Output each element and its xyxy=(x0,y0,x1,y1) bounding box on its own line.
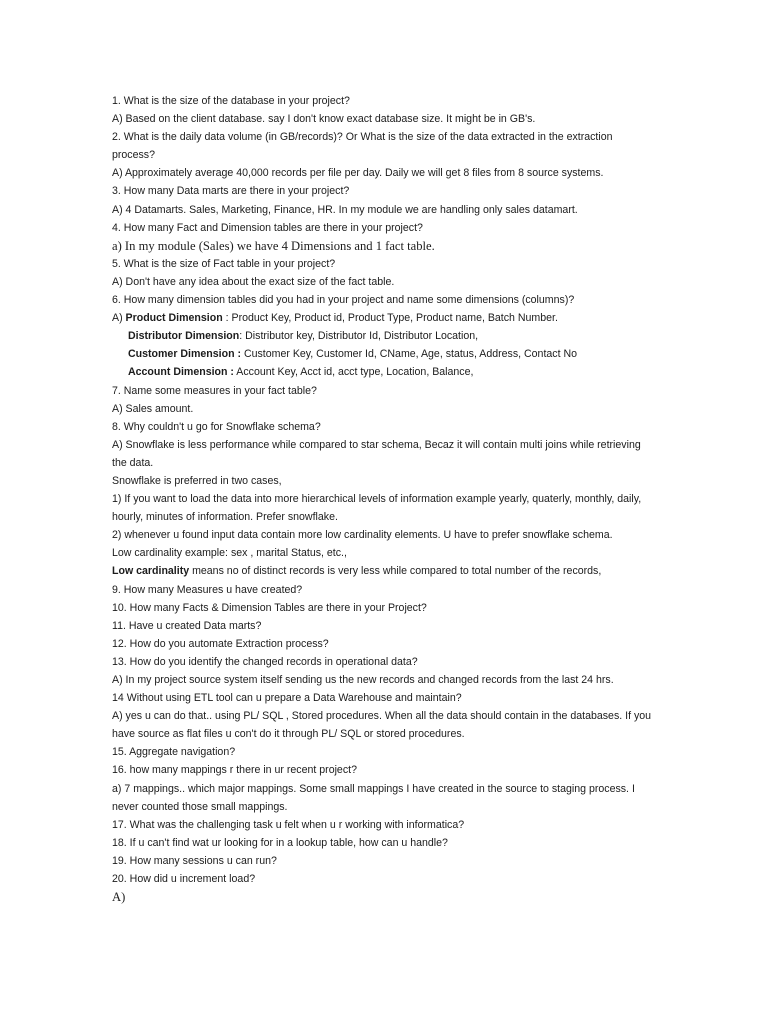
line-text: 6. How many dimension tables did you had in your project and name some dimensions (columns)? xyxy=(112,294,575,307)
line-text: 12. How do you automate Extraction process? xyxy=(112,637,329,650)
line-text: 4. How many Fact and Dimension tables are there in your project? xyxy=(112,221,423,234)
line-text: : Product Key, Product id, Product Type, Product name, Batch Number. xyxy=(222,312,558,325)
text-line xyxy=(112,164,657,182)
line-text: A) yes u can do that.. using PL/ SQL , Stored procedures. When all the data should contain in the databases. If you have source as flat files u con't do it through PL/ SQL or stored procedures. xyxy=(112,710,652,741)
line-prefix: A) xyxy=(112,312,126,325)
text-line xyxy=(112,255,657,273)
line-text: 11. Have u created Data marts? xyxy=(112,619,262,632)
text-line xyxy=(112,291,657,309)
bold-term: Account Dimension : xyxy=(128,366,234,379)
line-text: 13. How do you identify the changed records in operational data? xyxy=(112,655,418,668)
line-text: a) 7 mappings.. which major mappings. Some small mappings I have created in the source to staging process. I never counted those small mappings. xyxy=(112,782,635,813)
text-line xyxy=(112,219,657,237)
text-line xyxy=(112,852,657,870)
line-text: 7. Name some measures in your fact table? xyxy=(112,384,317,397)
line-text: A) Based on the client database. say I don't know exact database size. It might be in GB's. xyxy=(112,113,536,126)
text-line xyxy=(112,743,657,761)
line-text: A) Snowflake is less performance while compared to star schema, Becaz it will contain multi joins while retrieving the data. xyxy=(112,438,641,469)
line-text: Snowflake is preferred in two cases, xyxy=(112,474,282,487)
text-line xyxy=(112,363,657,381)
line-text: 9. How many Measures u have created? xyxy=(112,583,303,596)
text-line xyxy=(112,617,657,635)
line-text: 3. How many Data marts are there in your project? xyxy=(112,185,350,198)
line-text: a) In my module (Sales) we have 4 Dimensions and 1 fact table. xyxy=(112,238,435,253)
text-line xyxy=(112,689,657,707)
text-line xyxy=(112,653,657,671)
text-line xyxy=(112,888,657,906)
line-text: Low cardinality example: sex , marital Status, etc., xyxy=(112,547,347,560)
text-line xyxy=(112,418,657,436)
text-line xyxy=(112,128,657,164)
bold-term: Distributor Dimension xyxy=(128,330,240,343)
line-text: 10. How many Facts & Dimension Tables are there in your Project? xyxy=(112,601,427,614)
line-text: 8. Why couldn't u go for Snowflake schema? xyxy=(112,420,321,433)
line-text: A) 4 Datamarts. Sales, Marketing, Finance, HR. In my module we are handling only sales datamart. xyxy=(112,203,578,216)
text-line xyxy=(112,382,657,400)
line-text: A) In my project source system itself sending us the new records and changed records from the last 24 hrs. xyxy=(112,674,614,686)
text-line xyxy=(112,472,657,490)
text-line xyxy=(112,834,657,852)
text-line xyxy=(112,436,657,472)
text-line xyxy=(112,110,657,128)
line-text: Account Key, Acct id, acct type, Location, Balance, xyxy=(233,366,474,379)
text-line xyxy=(112,526,657,544)
text-line xyxy=(112,562,657,580)
text-line xyxy=(112,635,657,653)
document-body xyxy=(112,92,657,906)
line-text: Customer Key, Customer Id, CName, Age, status, Address, Contact No xyxy=(241,348,578,361)
text-line xyxy=(112,345,657,363)
line-text: 18. If u can't find wat ur looking for in a lookup table, how can u handle? xyxy=(112,836,448,849)
line-text: 2) whenever u found input data contain more low cardinality elements. U have to prefer snowflake schema. xyxy=(112,529,613,542)
line-text: means no of distinct records is very less while compared to total number of the records, xyxy=(189,565,602,578)
line-text: 15. Aggregate navigation? xyxy=(112,746,236,759)
text-line xyxy=(112,671,657,689)
line-text: 5. What is the size of Fact table in your project? xyxy=(112,257,336,270)
text-line xyxy=(112,327,657,345)
line-text: A) Approximately average 40,000 records per file per day. Daily we will get 8 files from 8 source systems. xyxy=(112,167,604,180)
line-text: 16. how many mappings r there in ur recent project? xyxy=(112,764,357,777)
text-line xyxy=(112,309,657,327)
line-text: 2. What is the daily data volume (in GB/records)? Or What is the size of the data extracted in the extraction process? xyxy=(112,131,613,162)
text-line xyxy=(112,273,657,291)
line-text: A) xyxy=(112,890,126,905)
line-text: 1) If you want to load the data into more hierarchical levels of information example yearly, quaterly, monthly, daily, hourly, minutes of information. Prefer snowflake. xyxy=(112,493,642,524)
text-line xyxy=(112,201,657,219)
line-text: A) Sales amount. xyxy=(112,402,194,415)
text-line xyxy=(112,581,657,599)
text-line xyxy=(112,400,657,418)
text-line xyxy=(112,870,657,888)
text-line xyxy=(112,707,657,743)
text-line xyxy=(112,490,657,526)
bold-term: Customer Dimension : xyxy=(128,348,242,361)
text-line xyxy=(112,182,657,200)
line-text: 1. What is the size of the database in your project? xyxy=(112,95,350,107)
line-text: : Distributor key, Distributor Id, Distributor Location, xyxy=(239,330,479,343)
text-line xyxy=(112,237,657,255)
line-text: 17. What was the challenging task u felt when u r working with informatica? xyxy=(112,818,465,831)
text-line xyxy=(112,761,657,779)
text-line xyxy=(112,780,657,816)
line-text: A) Don't have any idea about the exact size of the fact table. xyxy=(112,275,395,288)
bold-term: Product Dimension xyxy=(125,312,223,325)
text-line xyxy=(112,92,657,110)
bold-term: Low cardinality xyxy=(112,565,190,578)
line-text: 20. How did u increment load? xyxy=(112,873,256,886)
line-text: 19. How many sessions u can run? xyxy=(112,854,277,867)
text-line xyxy=(112,544,657,562)
line-text: 14 Without using ETL tool can u prepare a Data Warehouse and maintain? xyxy=(112,692,462,705)
text-line xyxy=(112,599,657,617)
text-line xyxy=(112,816,657,834)
